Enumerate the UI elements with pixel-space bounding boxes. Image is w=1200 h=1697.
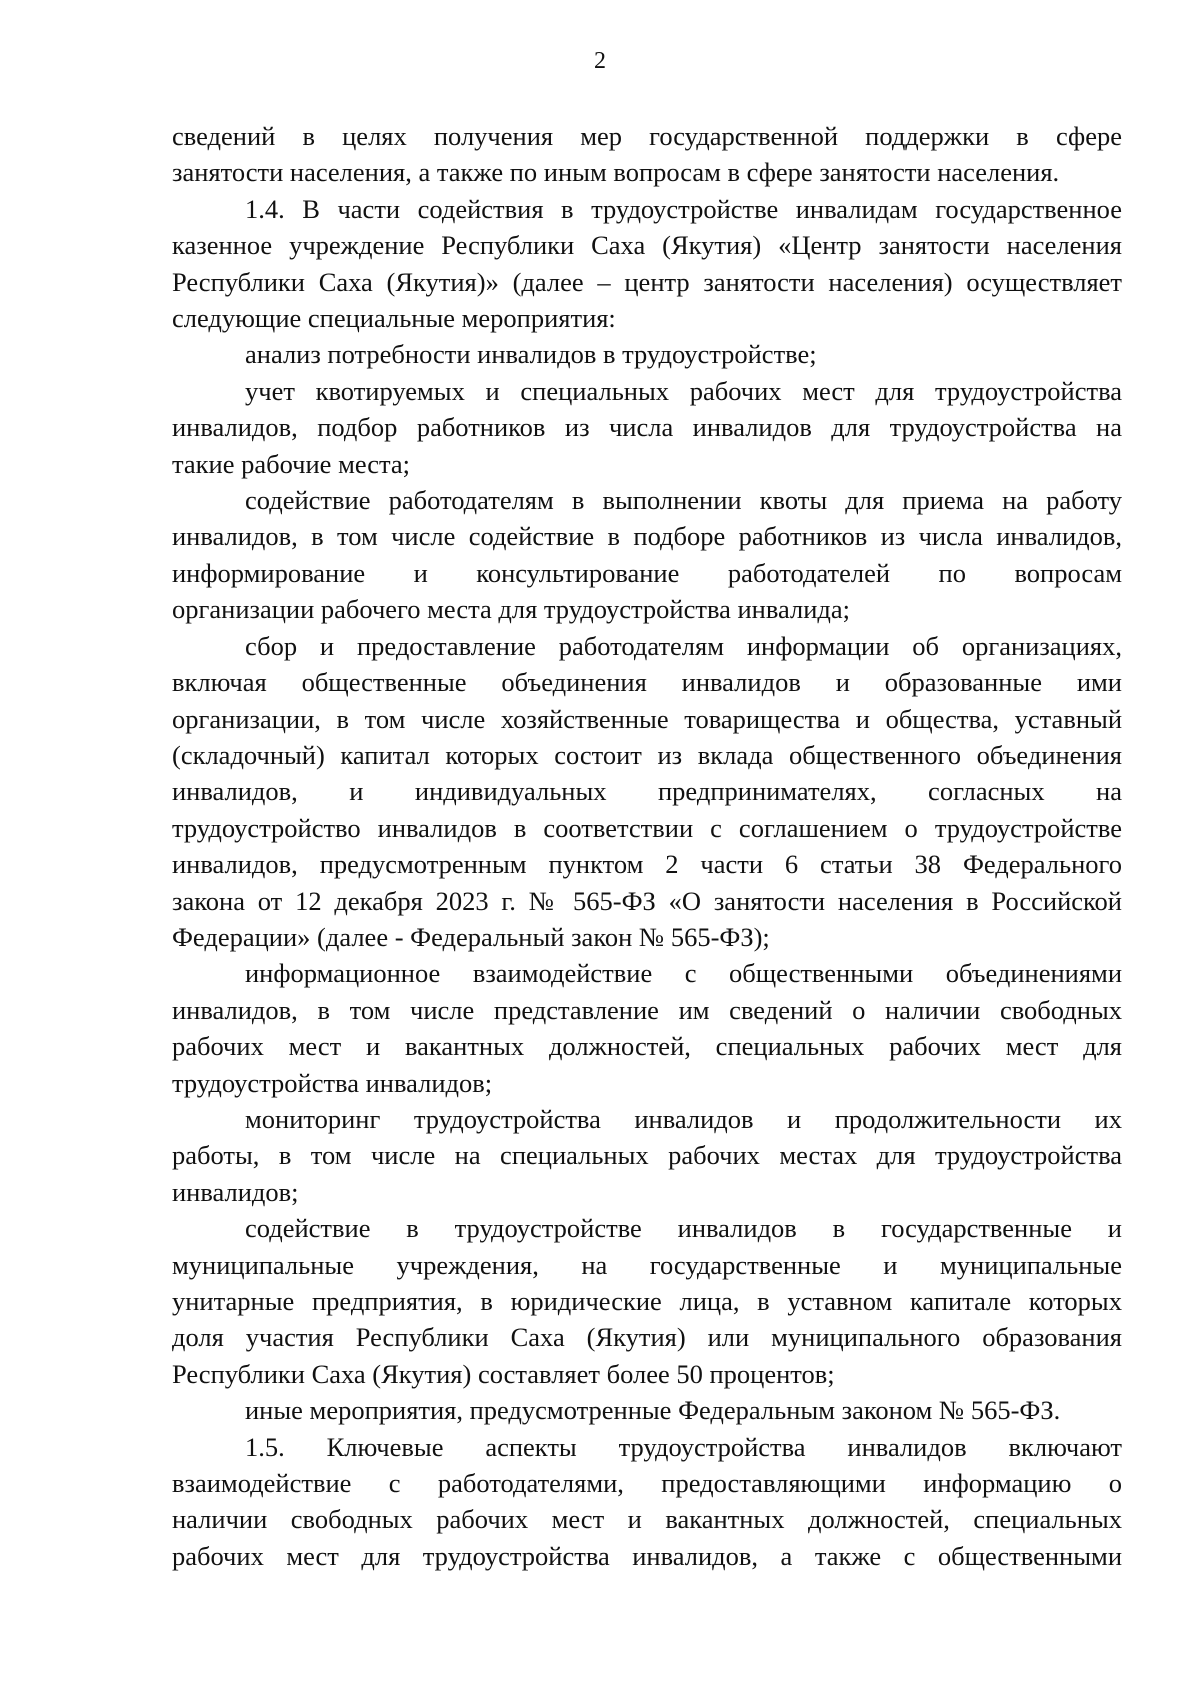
text-line: инвалидов, в том числе представление им сведений о наличии свободных (172, 994, 1122, 1025)
text-line: анализ потребности инвалидов в трудоустройстве; (245, 339, 817, 370)
text-line: доля участия Республики Саха (Якутия) или муниципального образования (172, 1322, 1122, 1353)
text-line: унитарные предприятия, в юридические лица, в уставном капитале которых (172, 1286, 1122, 1316)
text-line: рабочих мест и вакантных должностей, специальных рабочих мест для (172, 1031, 1122, 1062)
text-line: инвалидов, предусмотренным пунктом 2 части 6 статьи 38 Федерального (172, 849, 1122, 880)
text-line: такие рабочие места; (172, 448, 411, 479)
text-line: 1.4. В части содействия в трудоустройстве инвалидам государственное (245, 193, 1122, 224)
text-line: казенное учреждение Республики Саха (Якутия) «Центр занятости населения (172, 230, 1122, 261)
text-line: муниципальные учреждения, на государственные и муниципальные (172, 1249, 1122, 1280)
text-line: сбор и предоставление работодателям информации об организациях, (245, 630, 1122, 661)
text-line: иные мероприятия, предусмотренные Федеральным законом № 565-ФЗ. (245, 1395, 1061, 1426)
text-line: информирование и консультирование работодателей по вопросам (172, 557, 1122, 588)
text-line: рабочих мест для трудоустройства инвалидов, а также с общественными (172, 1540, 1122, 1571)
text-line: содействие работодателям в выполнении квоты для приема на работу (245, 485, 1122, 516)
text-line: инвалидов, в том числе содействие в подборе работников из числа инвалидов, (172, 521, 1122, 552)
text-line: Республики Саха (Якутия) составляет более 50 процентов; (172, 1358, 835, 1389)
text-line: информационное взаимодействие с общественными объединениями (245, 958, 1122, 989)
text-line: организации рабочего места для трудоустройства инвалида; (172, 594, 851, 625)
text-line: инвалидов; (172, 1176, 299, 1207)
text-line: организации, в том числе хозяйственные товарищества и общества, уставный (172, 703, 1122, 734)
text-line: трудоустройство инвалидов в соответствии с соглашением о трудоустройстве (172, 812, 1122, 843)
text-line: учет квотируемых и специальных рабочих мест для трудоустройства (245, 375, 1122, 406)
text-line: содействие в трудоустройстве инвалидов в государственные и (245, 1213, 1122, 1244)
text-line: наличии свободных рабочих мест и вакантных должностей, специальных (172, 1504, 1122, 1535)
text-line: трудоустройства инвалидов; (172, 1067, 493, 1098)
text-line: мониторинг трудоустройства инвалидов и продолжительности их (245, 1103, 1122, 1134)
text-line: взаимодействие с работодателями, предоставляющими информацию о (172, 1468, 1122, 1499)
text-line: Федерации» (далее - Федеральный закон № 565-ФЗ); (172, 921, 770, 952)
text-line: включая общественные объединения инвалидов и образованные ими (172, 667, 1122, 698)
text-line: работы, в том числе на специальных рабочих местах для трудоустройства (172, 1140, 1122, 1171)
text-line: 1.5. Ключевые аспекты трудоустройства инвалидов включают (245, 1431, 1122, 1462)
text-line: следующие специальные мероприятия: (172, 303, 616, 334)
text-line: сведений в целях получения мер государственной поддержки в сфере (172, 121, 1122, 151)
document-body (172, 118, 1122, 1574)
page-number: 2 (594, 48, 606, 74)
text-line: закона от 12 декабря 2023 г. № 565-ФЗ «О занятости населения в Российской (172, 885, 1122, 916)
text-line: инвалидов, подбор работников из числа инвалидов для трудоустройства на (172, 412, 1122, 443)
text-line: (складочный) капитал которых состоит из вклада общественного объединения (172, 739, 1122, 770)
text-line: инвалидов, и индивидуальных предпринимателях, согласных на (172, 776, 1122, 807)
text-line: занятости населения, а также по иным вопросам в сфере занятости населения. (172, 157, 1060, 188)
text-line: Республики Саха (Якутия)» (далее – центр занятости населения) осуществляет (172, 266, 1122, 297)
